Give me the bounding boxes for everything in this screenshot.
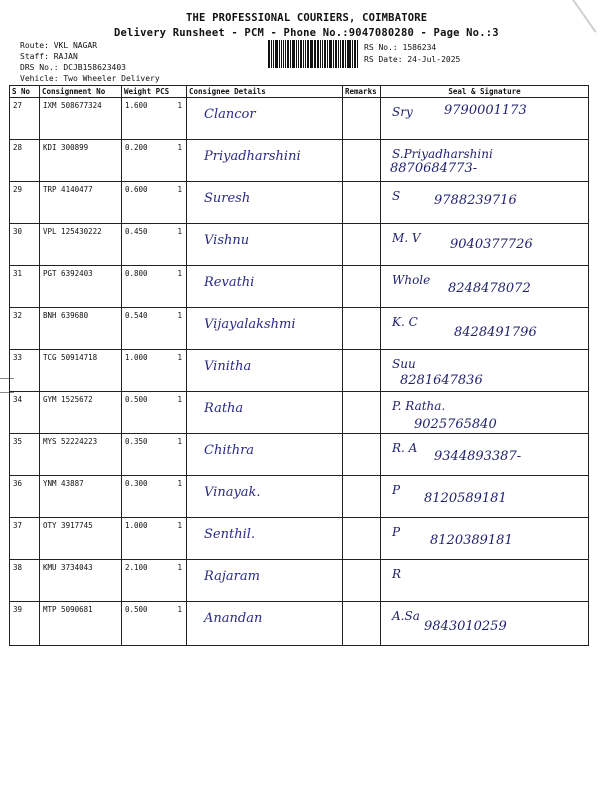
barcode-bar bbox=[352, 40, 353, 68]
cell-weight bbox=[122, 518, 187, 560]
table-row bbox=[10, 602, 589, 646]
sno-text: 35 bbox=[13, 437, 23, 446]
signature-area bbox=[384, 605, 586, 643]
signature-area bbox=[384, 437, 586, 475]
weight-value: 0.500 bbox=[125, 605, 148, 614]
signature-mark: S.Priyadharshini bbox=[392, 147, 493, 161]
weight-value: 0.800 bbox=[125, 269, 148, 278]
sno-text: 29 bbox=[13, 185, 23, 194]
signature-phone: 9843010259 bbox=[424, 619, 507, 634]
cell-consignee bbox=[187, 266, 343, 308]
consignee-handwritten: Rajaram bbox=[204, 569, 260, 584]
consignee-handwritten: Chithra bbox=[204, 443, 255, 458]
cell-sno bbox=[10, 434, 40, 476]
pcs-value: 1 bbox=[177, 521, 182, 530]
table-row bbox=[10, 140, 589, 182]
consignment-number: PGT 6392403 bbox=[43, 269, 93, 278]
cell-signature bbox=[381, 602, 589, 646]
sno-text: 28 bbox=[13, 143, 23, 152]
cell-signature bbox=[381, 518, 589, 560]
pcs-value: 1 bbox=[177, 101, 182, 110]
barcode-bar bbox=[305, 40, 306, 68]
runsheet-info-left bbox=[20, 40, 160, 84]
barcode-bar bbox=[340, 40, 341, 68]
signature-mark: P bbox=[392, 525, 401, 539]
consignment-number: KMU 3734043 bbox=[43, 563, 93, 572]
cell-consignee bbox=[187, 434, 343, 476]
signature-area bbox=[384, 395, 586, 433]
barcode-bar bbox=[333, 40, 334, 68]
cell-consignment bbox=[40, 602, 122, 646]
weight-value: 0.600 bbox=[125, 185, 148, 194]
barcode-bar bbox=[317, 40, 319, 68]
consignment-number: BNH 639680 bbox=[43, 311, 89, 320]
cell-remarks bbox=[343, 476, 381, 518]
cell-sno bbox=[10, 560, 40, 602]
barcode-bar bbox=[292, 40, 295, 68]
col-header-remarks: Remarks bbox=[343, 86, 381, 98]
signature-area bbox=[384, 101, 586, 139]
cell-sno bbox=[10, 140, 40, 182]
cell-consignee bbox=[187, 224, 343, 266]
signature-phone: 9040377726 bbox=[450, 237, 533, 252]
table-row bbox=[10, 98, 589, 140]
col-header-pcs: PCS bbox=[155, 87, 170, 96]
table-row bbox=[10, 350, 589, 392]
cell-weight bbox=[122, 560, 187, 602]
table-row bbox=[10, 434, 589, 476]
cell-consignment bbox=[40, 182, 122, 224]
barcode-bar bbox=[275, 40, 278, 68]
pcs-value: 1 bbox=[177, 143, 182, 152]
barcode-bar bbox=[357, 40, 358, 68]
sno-text: 31 bbox=[13, 269, 23, 278]
signature-phone: 8428491796 bbox=[454, 325, 537, 340]
cell-consignment bbox=[40, 224, 122, 266]
cell-signature bbox=[381, 476, 589, 518]
cell-remarks bbox=[343, 308, 381, 350]
barcode-bar bbox=[354, 40, 356, 68]
consignee-handwritten: Revathi bbox=[204, 275, 255, 290]
cell-signature bbox=[381, 182, 589, 224]
cell-sno bbox=[10, 224, 40, 266]
pcs-value: 1 bbox=[177, 311, 182, 320]
cell-weight bbox=[122, 602, 187, 646]
barcode-bar bbox=[310, 40, 313, 68]
cell-signature bbox=[381, 350, 589, 392]
consignee-handwritten: Senthil. bbox=[204, 527, 256, 542]
consignee-handwritten: Anandan bbox=[204, 611, 263, 626]
cell-consignment bbox=[40, 266, 122, 308]
signature-area bbox=[384, 563, 586, 601]
barcode-bar bbox=[335, 40, 337, 68]
barcode-bar bbox=[315, 40, 316, 68]
cell-consignee bbox=[187, 350, 343, 392]
table-row bbox=[10, 224, 589, 266]
cell-consignee bbox=[187, 602, 343, 646]
barcode-bar bbox=[271, 40, 272, 68]
cell-consignment bbox=[40, 476, 122, 518]
col-header-consignment: Consignment No bbox=[40, 86, 122, 98]
company-title: THE PROFESSIONAL COURIERS, COIMBATORE bbox=[186, 12, 428, 24]
cell-consignee bbox=[187, 308, 343, 350]
barcode-bar bbox=[329, 40, 332, 68]
consignment-number: YNM 43887 bbox=[43, 479, 84, 488]
table-row bbox=[10, 476, 589, 518]
barcode-bar bbox=[300, 40, 302, 68]
pcs-value: 1 bbox=[177, 353, 182, 362]
consignee-handwritten: Priyadharshini bbox=[204, 149, 301, 164]
cell-consignment bbox=[40, 308, 122, 350]
barcode-bar bbox=[296, 40, 297, 68]
col-header-weight: Weight bbox=[124, 87, 152, 96]
consignment-number: MTP 5090681 bbox=[43, 605, 93, 614]
rs-date: RS Date: 24-Jul-2025 bbox=[364, 55, 461, 64]
consignee-handwritten: Clancor bbox=[204, 107, 256, 122]
cell-signature bbox=[381, 266, 589, 308]
cell-signature bbox=[381, 98, 589, 140]
signature-phone: 8248478072 bbox=[448, 281, 531, 296]
cell-weight bbox=[122, 182, 187, 224]
cell-remarks bbox=[343, 518, 381, 560]
signature-phone: 8120389181 bbox=[430, 533, 513, 548]
signature-area bbox=[384, 479, 586, 517]
pcs-value: 1 bbox=[177, 269, 182, 278]
cell-consignee bbox=[187, 140, 343, 182]
cell-weight bbox=[122, 392, 187, 434]
cell-weight bbox=[122, 308, 187, 350]
cell-remarks bbox=[343, 182, 381, 224]
cell-remarks bbox=[343, 434, 381, 476]
runsheet-barcode bbox=[268, 40, 358, 68]
signature-mark: M. V bbox=[392, 231, 421, 245]
weight-value: 1.000 bbox=[125, 353, 148, 362]
consignment-number: TCG 50914718 bbox=[43, 353, 98, 362]
signature-phone: 8870684773- bbox=[390, 161, 478, 176]
vehicle-label: Vehicle: Two Wheeler Delivery bbox=[20, 74, 160, 83]
barcode-bar bbox=[283, 40, 284, 68]
barcode-bar bbox=[281, 40, 283, 68]
cell-remarks bbox=[343, 140, 381, 182]
weight-value: 0.300 bbox=[125, 479, 148, 488]
weight-value: 0.350 bbox=[125, 437, 148, 446]
signature-mark: Suu bbox=[392, 357, 416, 371]
consignee-handwritten: Ratha bbox=[204, 401, 244, 416]
cell-remarks bbox=[343, 602, 381, 646]
barcode-bar bbox=[338, 40, 339, 68]
signature-area bbox=[384, 353, 586, 391]
pcs-value: 1 bbox=[177, 605, 182, 614]
pcs-value: 1 bbox=[177, 437, 182, 446]
barcode-bar bbox=[273, 40, 274, 68]
sno-text: 30 bbox=[13, 227, 23, 236]
signature-mark: A.Sa bbox=[392, 609, 420, 623]
barcode-bar bbox=[348, 40, 351, 68]
sno-text: 33 bbox=[13, 353, 23, 362]
cell-consignee bbox=[187, 560, 343, 602]
barcode-bar bbox=[268, 40, 270, 68]
cell-consignment bbox=[40, 518, 122, 560]
cell-signature bbox=[381, 434, 589, 476]
col-header-sno: S No bbox=[10, 86, 40, 98]
cell-sno bbox=[10, 182, 40, 224]
weight-value: 1.000 bbox=[125, 521, 148, 530]
table-row bbox=[10, 266, 589, 308]
cell-signature bbox=[381, 392, 589, 434]
signature-mark: Sry bbox=[392, 105, 413, 119]
cell-consignment bbox=[40, 560, 122, 602]
cell-sno bbox=[10, 602, 40, 646]
cell-signature bbox=[381, 140, 589, 182]
signature-area bbox=[384, 269, 586, 307]
table-row bbox=[10, 518, 589, 560]
cell-consignee bbox=[187, 476, 343, 518]
weight-value: 0.500 bbox=[125, 395, 148, 404]
barcode-bar bbox=[347, 40, 348, 68]
signature-phone: 8281647836 bbox=[400, 373, 483, 388]
cell-sno bbox=[10, 308, 40, 350]
cell-remarks bbox=[343, 560, 381, 602]
consignment-number: OTY 3917745 bbox=[43, 521, 93, 530]
table-row bbox=[10, 560, 589, 602]
sno-text: 34 bbox=[13, 395, 23, 404]
barcode-bar bbox=[298, 40, 299, 68]
barcode-bar bbox=[303, 40, 304, 68]
sno-text: 37 bbox=[13, 521, 23, 530]
weight-value: 0.450 bbox=[125, 227, 148, 236]
consignee-handwritten: Suresh bbox=[204, 191, 251, 206]
cell-weight bbox=[122, 140, 187, 182]
barcode-bar bbox=[342, 40, 344, 68]
signature-mark: R bbox=[392, 567, 402, 581]
consignee-handwritten: Vinayak. bbox=[204, 485, 261, 500]
sno-text: 27 bbox=[13, 101, 23, 110]
signature-area bbox=[384, 143, 586, 181]
cell-signature bbox=[381, 560, 589, 602]
signature-phone: 9788239716 bbox=[434, 193, 517, 208]
sno-text: 32 bbox=[13, 311, 23, 320]
cell-consignment bbox=[40, 392, 122, 434]
barcode-bar bbox=[285, 40, 286, 68]
cell-sno bbox=[10, 518, 40, 560]
barcode-bar bbox=[345, 40, 346, 68]
cell-consignee bbox=[187, 392, 343, 434]
runsheet-subtitle: Delivery Runsheet - PCM - Phone No.:9047080280 - Page No.:3 bbox=[114, 27, 499, 39]
sno-text: 38 bbox=[13, 563, 23, 572]
consignment-number: GYM 1525672 bbox=[43, 395, 93, 404]
consignment-number: VPL 125430222 bbox=[43, 227, 102, 236]
barcode-bar bbox=[327, 40, 328, 68]
barcode-bar bbox=[314, 40, 315, 68]
signature-mark: K. C bbox=[392, 315, 418, 329]
weight-value: 0.200 bbox=[125, 143, 148, 152]
cell-consignee bbox=[187, 98, 343, 140]
weight-value: 1.600 bbox=[125, 101, 148, 110]
signature-mark: P. Ratha. bbox=[392, 399, 446, 413]
cell-consignee bbox=[187, 182, 343, 224]
col-header-weight-pcs bbox=[122, 86, 187, 98]
signature-phone: 9790001173 bbox=[444, 103, 527, 118]
cell-weight bbox=[122, 98, 187, 140]
sno-text: 36 bbox=[13, 479, 23, 488]
barcode-bar bbox=[290, 40, 291, 68]
signature-phone: 8120589181 bbox=[424, 491, 507, 506]
barcode-bar bbox=[322, 40, 323, 68]
cell-sno bbox=[10, 266, 40, 308]
signature-phone: 9025765840 bbox=[414, 417, 497, 432]
barcode-bar bbox=[279, 40, 280, 68]
barcode-bar bbox=[324, 40, 326, 68]
col-header-signature: Seal & Signature bbox=[381, 86, 589, 98]
cell-sno bbox=[10, 476, 40, 518]
consignment-number: MYS 52224223 bbox=[43, 437, 98, 446]
cell-weight bbox=[122, 224, 187, 266]
cell-remarks bbox=[343, 98, 381, 140]
sno-text: 39 bbox=[13, 605, 23, 614]
cell-remarks bbox=[343, 350, 381, 392]
drs-number: DRS No.: DCJB158623403 bbox=[20, 63, 126, 72]
cell-weight bbox=[122, 266, 187, 308]
rs-number: RS No.: 1586234 bbox=[364, 43, 437, 52]
cell-signature bbox=[381, 308, 589, 350]
weight-value: 2.100 bbox=[125, 563, 148, 572]
signature-area bbox=[384, 311, 586, 349]
cell-weight bbox=[122, 350, 187, 392]
cell-consignment bbox=[40, 98, 122, 140]
consignee-handwritten: Vinitha bbox=[204, 359, 252, 374]
table-header-row bbox=[10, 86, 589, 98]
signature-phone: 9344893387- bbox=[434, 449, 522, 464]
cell-sno bbox=[10, 392, 40, 434]
delivery-table bbox=[9, 85, 589, 646]
cell-remarks bbox=[343, 392, 381, 434]
barcode-bar bbox=[287, 40, 289, 68]
cell-remarks bbox=[343, 224, 381, 266]
runsheet-info-right bbox=[364, 42, 460, 66]
signature-mark: S bbox=[392, 189, 401, 203]
table-row bbox=[10, 182, 589, 224]
signature-mark: P bbox=[392, 483, 401, 497]
consignment-number: TRP 4140477 bbox=[43, 185, 93, 194]
consignment-number: KDI 300899 bbox=[43, 143, 89, 152]
pcs-value: 1 bbox=[177, 395, 182, 404]
route-label: Route: VKL NAGAR bbox=[20, 41, 98, 50]
cell-weight bbox=[122, 434, 187, 476]
signature-area bbox=[384, 185, 586, 223]
pcs-value: 1 bbox=[177, 479, 182, 488]
signature-area bbox=[384, 521, 586, 559]
consignee-handwritten: Vishnu bbox=[204, 233, 250, 248]
cell-sno bbox=[10, 98, 40, 140]
cell-signature bbox=[381, 224, 589, 266]
signature-mark: R. A bbox=[392, 441, 418, 455]
weight-value: 0.540 bbox=[125, 311, 148, 320]
signature-mark: Whole bbox=[392, 273, 431, 287]
pcs-value: 1 bbox=[177, 227, 182, 236]
col-header-consignee: Consignee Details bbox=[187, 86, 343, 98]
signature-area bbox=[384, 227, 586, 265]
pcs-value: 1 bbox=[177, 185, 182, 194]
consignment-number: IXM 508677324 bbox=[43, 101, 102, 110]
paper-fold-line bbox=[572, 0, 597, 33]
cell-consignment bbox=[40, 434, 122, 476]
cell-consignment bbox=[40, 140, 122, 182]
pcs-value: 1 bbox=[177, 563, 182, 572]
consignee-handwritten: Vijayalakshmi bbox=[204, 317, 296, 332]
table-row bbox=[10, 308, 589, 350]
barcode-bar bbox=[307, 40, 309, 68]
cell-consignee bbox=[187, 518, 343, 560]
staff-label: Staff: RAJAN bbox=[20, 52, 78, 61]
cell-consignment bbox=[40, 350, 122, 392]
table-row bbox=[10, 392, 589, 434]
cell-remarks bbox=[343, 266, 381, 308]
cell-sno bbox=[10, 350, 40, 392]
cell-weight bbox=[122, 476, 187, 518]
barcode-bar bbox=[320, 40, 321, 68]
